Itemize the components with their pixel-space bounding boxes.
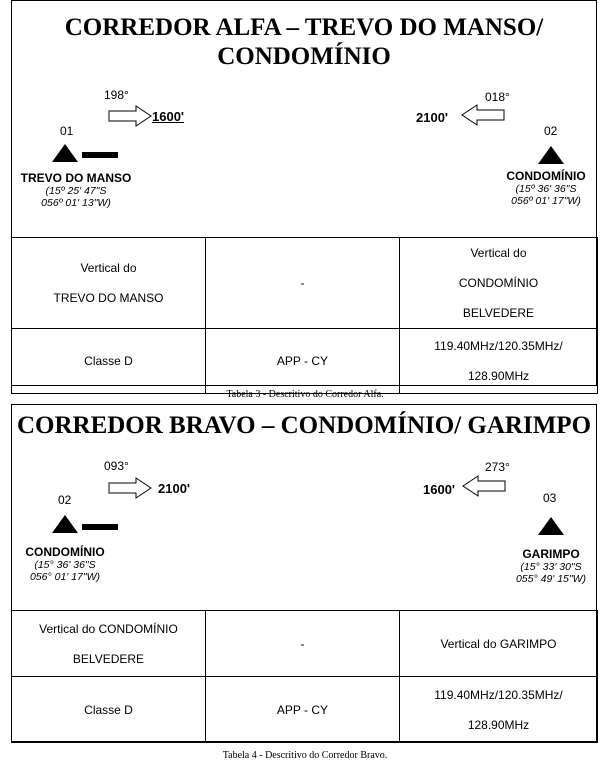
bravo-left-heading: 093° — [104, 459, 129, 473]
corridor-bravo-table — [11, 610, 598, 743]
bravo-left-point-number: 02 — [58, 493, 72, 507]
runway-bar-icon — [82, 152, 118, 158]
cell-text: Vertical do — [470, 246, 527, 260]
triangle-waypoint-icon — [52, 144, 78, 162]
cell-text: 128.90MHz — [467, 369, 530, 383]
arrow-left-icon — [461, 104, 505, 126]
runway-bar-icon — [82, 524, 118, 530]
corridor-alfa-table — [11, 237, 598, 394]
alfa-right-point-number: 02 — [544, 124, 558, 138]
alfa-left-heading: 198° — [104, 88, 129, 102]
arrow-right-icon — [108, 477, 152, 499]
cell-text: 128.90MHz — [467, 717, 530, 732]
table-cell: APP - CY — [206, 329, 400, 394]
table-row — [12, 677, 598, 743]
table-cell — [400, 238, 598, 329]
alfa-left-lat: (15º 25' 47"S — [45, 185, 107, 197]
cell-text: Vertical do — [80, 261, 137, 275]
bravo-right-point-name: GARIMPO — [522, 547, 580, 561]
arrow-left-icon — [462, 475, 506, 497]
cell-text: 119.40MHz/120.35MHz/ — [434, 687, 563, 702]
alfa-right-lat: (15º 36' 36"S — [515, 183, 577, 195]
cell-text: BELVEDERE — [72, 651, 145, 666]
table-3-caption: Tabela 3 - Descritivo do Corredor Alfa. — [226, 389, 384, 400]
alfa-left-lon: 056º 01' 13"W) — [41, 197, 111, 209]
corridor-alfa-title-line2: CONDOMÍNIO — [217, 43, 391, 70]
table-cell: Classe D — [12, 329, 206, 394]
table-cell — [400, 677, 598, 743]
bravo-left-point-name: CONDOMÍNIO — [25, 545, 105, 559]
alfa-right-lon: 056º 01' 17"W) — [511, 195, 581, 207]
table-row — [12, 238, 598, 329]
alfa-right-heading: 018° — [485, 90, 510, 104]
corridor-bravo-box — [11, 404, 597, 742]
alfa-right-distance: 2100' — [416, 110, 449, 125]
alfa-right-point-name: CONDOMÍNIO — [506, 169, 586, 183]
bravo-right-point-number: 03 — [543, 491, 557, 505]
cell-text: TREVO DO MANSO — [53, 291, 164, 305]
bravo-left-lon: 056° 01' 17"W) — [29, 571, 101, 583]
corridor-alfa-title-line1: CORREDOR ALFA – TREVO DO MANSO/ — [64, 14, 544, 41]
table-cell: APP - CY — [206, 677, 400, 743]
table-cell: Vertical do GARIMPO — [400, 611, 598, 677]
table-row — [12, 329, 598, 394]
cell-text: 119.40MHz/120.35MHz/ — [434, 339, 563, 353]
bravo-left-lat: (15° 36' 36"S — [34, 559, 96, 571]
cell-text: CONDOMÍNIO — [458, 276, 539, 290]
table-row — [12, 611, 598, 677]
alfa-left-point-number: 01 — [60, 124, 74, 138]
table-cell: Classe D — [12, 677, 206, 743]
cell-text: Vertical do CONDOMÍNIO — [39, 621, 178, 636]
alfa-left-point-name: TREVO DO MANSO — [20, 171, 132, 185]
table-cell — [12, 611, 206, 677]
bravo-left-distance: 2100' — [158, 481, 191, 496]
triangle-waypoint-icon — [538, 517, 564, 535]
bravo-right-heading: 273° — [485, 460, 510, 474]
bravo-right-distance: 1600' — [423, 482, 456, 497]
bravo-right-lon: 055° 49' 15"W) — [515, 573, 587, 585]
triangle-waypoint-icon — [538, 146, 564, 164]
table-cell — [400, 329, 598, 394]
table-cell: - — [206, 238, 400, 329]
cell-text: BELVEDERE — [462, 306, 535, 320]
bravo-right-lat: (15° 33' 30"S — [520, 561, 582, 573]
arrow-right-icon — [108, 105, 152, 127]
corridor-bravo-title: CORREDOR BRAVO – CONDOMÍNIO/ GARIMPO — [16, 412, 592, 439]
table-cell — [12, 238, 206, 329]
triangle-waypoint-icon — [52, 515, 78, 533]
alfa-left-distance: 1600' — [152, 109, 185, 124]
table-cell: - — [206, 611, 400, 677]
table-4-caption: Tabela 4 - Descritivo do Corredor Bravo. — [222, 750, 388, 761]
corridor-alfa-box — [11, 0, 597, 386]
